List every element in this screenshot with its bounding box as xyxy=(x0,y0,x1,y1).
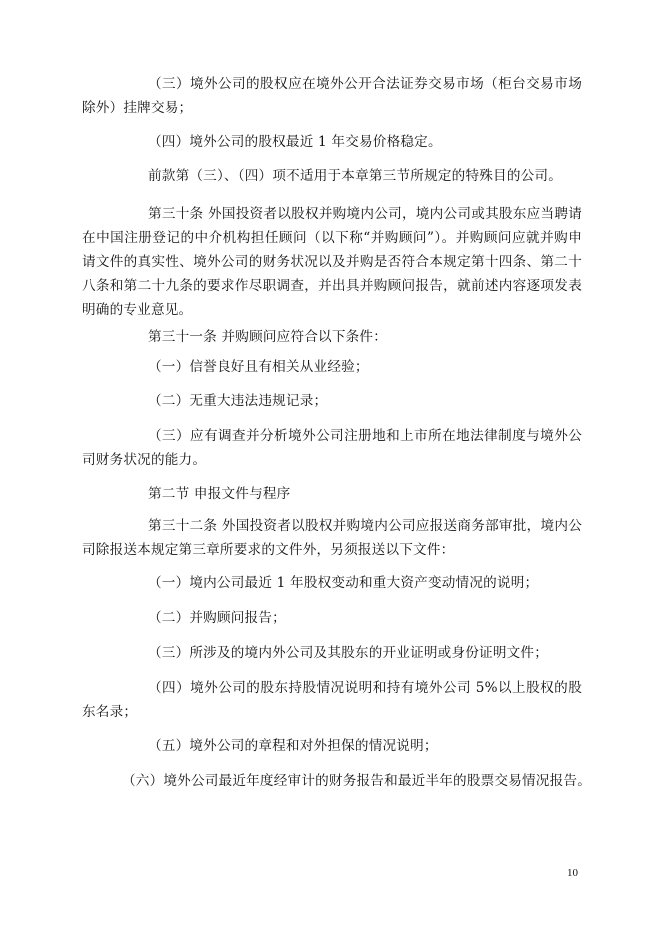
paragraph-6: （一）信誉良好且有相关从业经验； xyxy=(148,359,369,375)
paragraph-3: 前款第（三）、（四）项不适用于本章第三节所规定的特殊目的公司。 xyxy=(148,168,563,184)
paragraph-15: （五）境外公司的章程和对外担保的情况说明； xyxy=(148,738,438,754)
paragraph-2: （四）境外公司的股权最近 1 年交易价格稳定。 xyxy=(148,134,442,150)
paragraph-16: （六）境外公司最近年度经审计的财务报告和最近半年的股票交易情况报告。 xyxy=(122,773,591,789)
section-heading: 第二节 申报文件与程序 xyxy=(148,486,291,502)
paragraph-14: （四）境外公司的股东持股情况说明和持有境外公司 5%以上股权的股东名录； xyxy=(82,680,582,720)
paragraph-12: （二）并购顾问报告； xyxy=(148,610,286,626)
article-30: 第三十条 外国投资者以股权并购境内公司，境内公司或其股东应当聘请在中国注册登记的中介机构担任顾问（以下称“并购顾问”）。并购顾问应就并购申请文件的真实性、境外公司的财务状况以及并购是否符合本规定第十四条、第二十八条和第二十九条的要求作尽职调查，并出具并购顾问报告，就前述内容逐项发表明确的专业意见。 xyxy=(82,206,582,318)
paragraph-7: （二）无重大违法违规记录； xyxy=(148,393,328,409)
page-number: 10 xyxy=(567,867,578,879)
article-31: 第三十一条 并购顾问应符合以下条件： xyxy=(148,329,388,345)
article-32: 第三十二条 外国投资者以股权并购境内公司应报送商务部审批，境内公司除报送本规定第三章所要求的文件外，另须报送以下文件： xyxy=(82,518,582,558)
paragraph-13: （三）所涉及的境内外公司及其股东的开业证明或身份证明文件； xyxy=(148,645,549,661)
paragraph-1: （三）境外公司的股权应在境外公开合法证券交易市场（柜台交易市场除外）挂牌交易； xyxy=(82,76,582,116)
paragraph-8: （三）应有调查并分析境外公司注册地和上市所在地法律制度与境外公司财务状况的能力。 xyxy=(82,428,582,468)
paragraph-11: （一）境内公司最近 1 年股权变动和重大资产变动情况的说明； xyxy=(148,575,539,591)
